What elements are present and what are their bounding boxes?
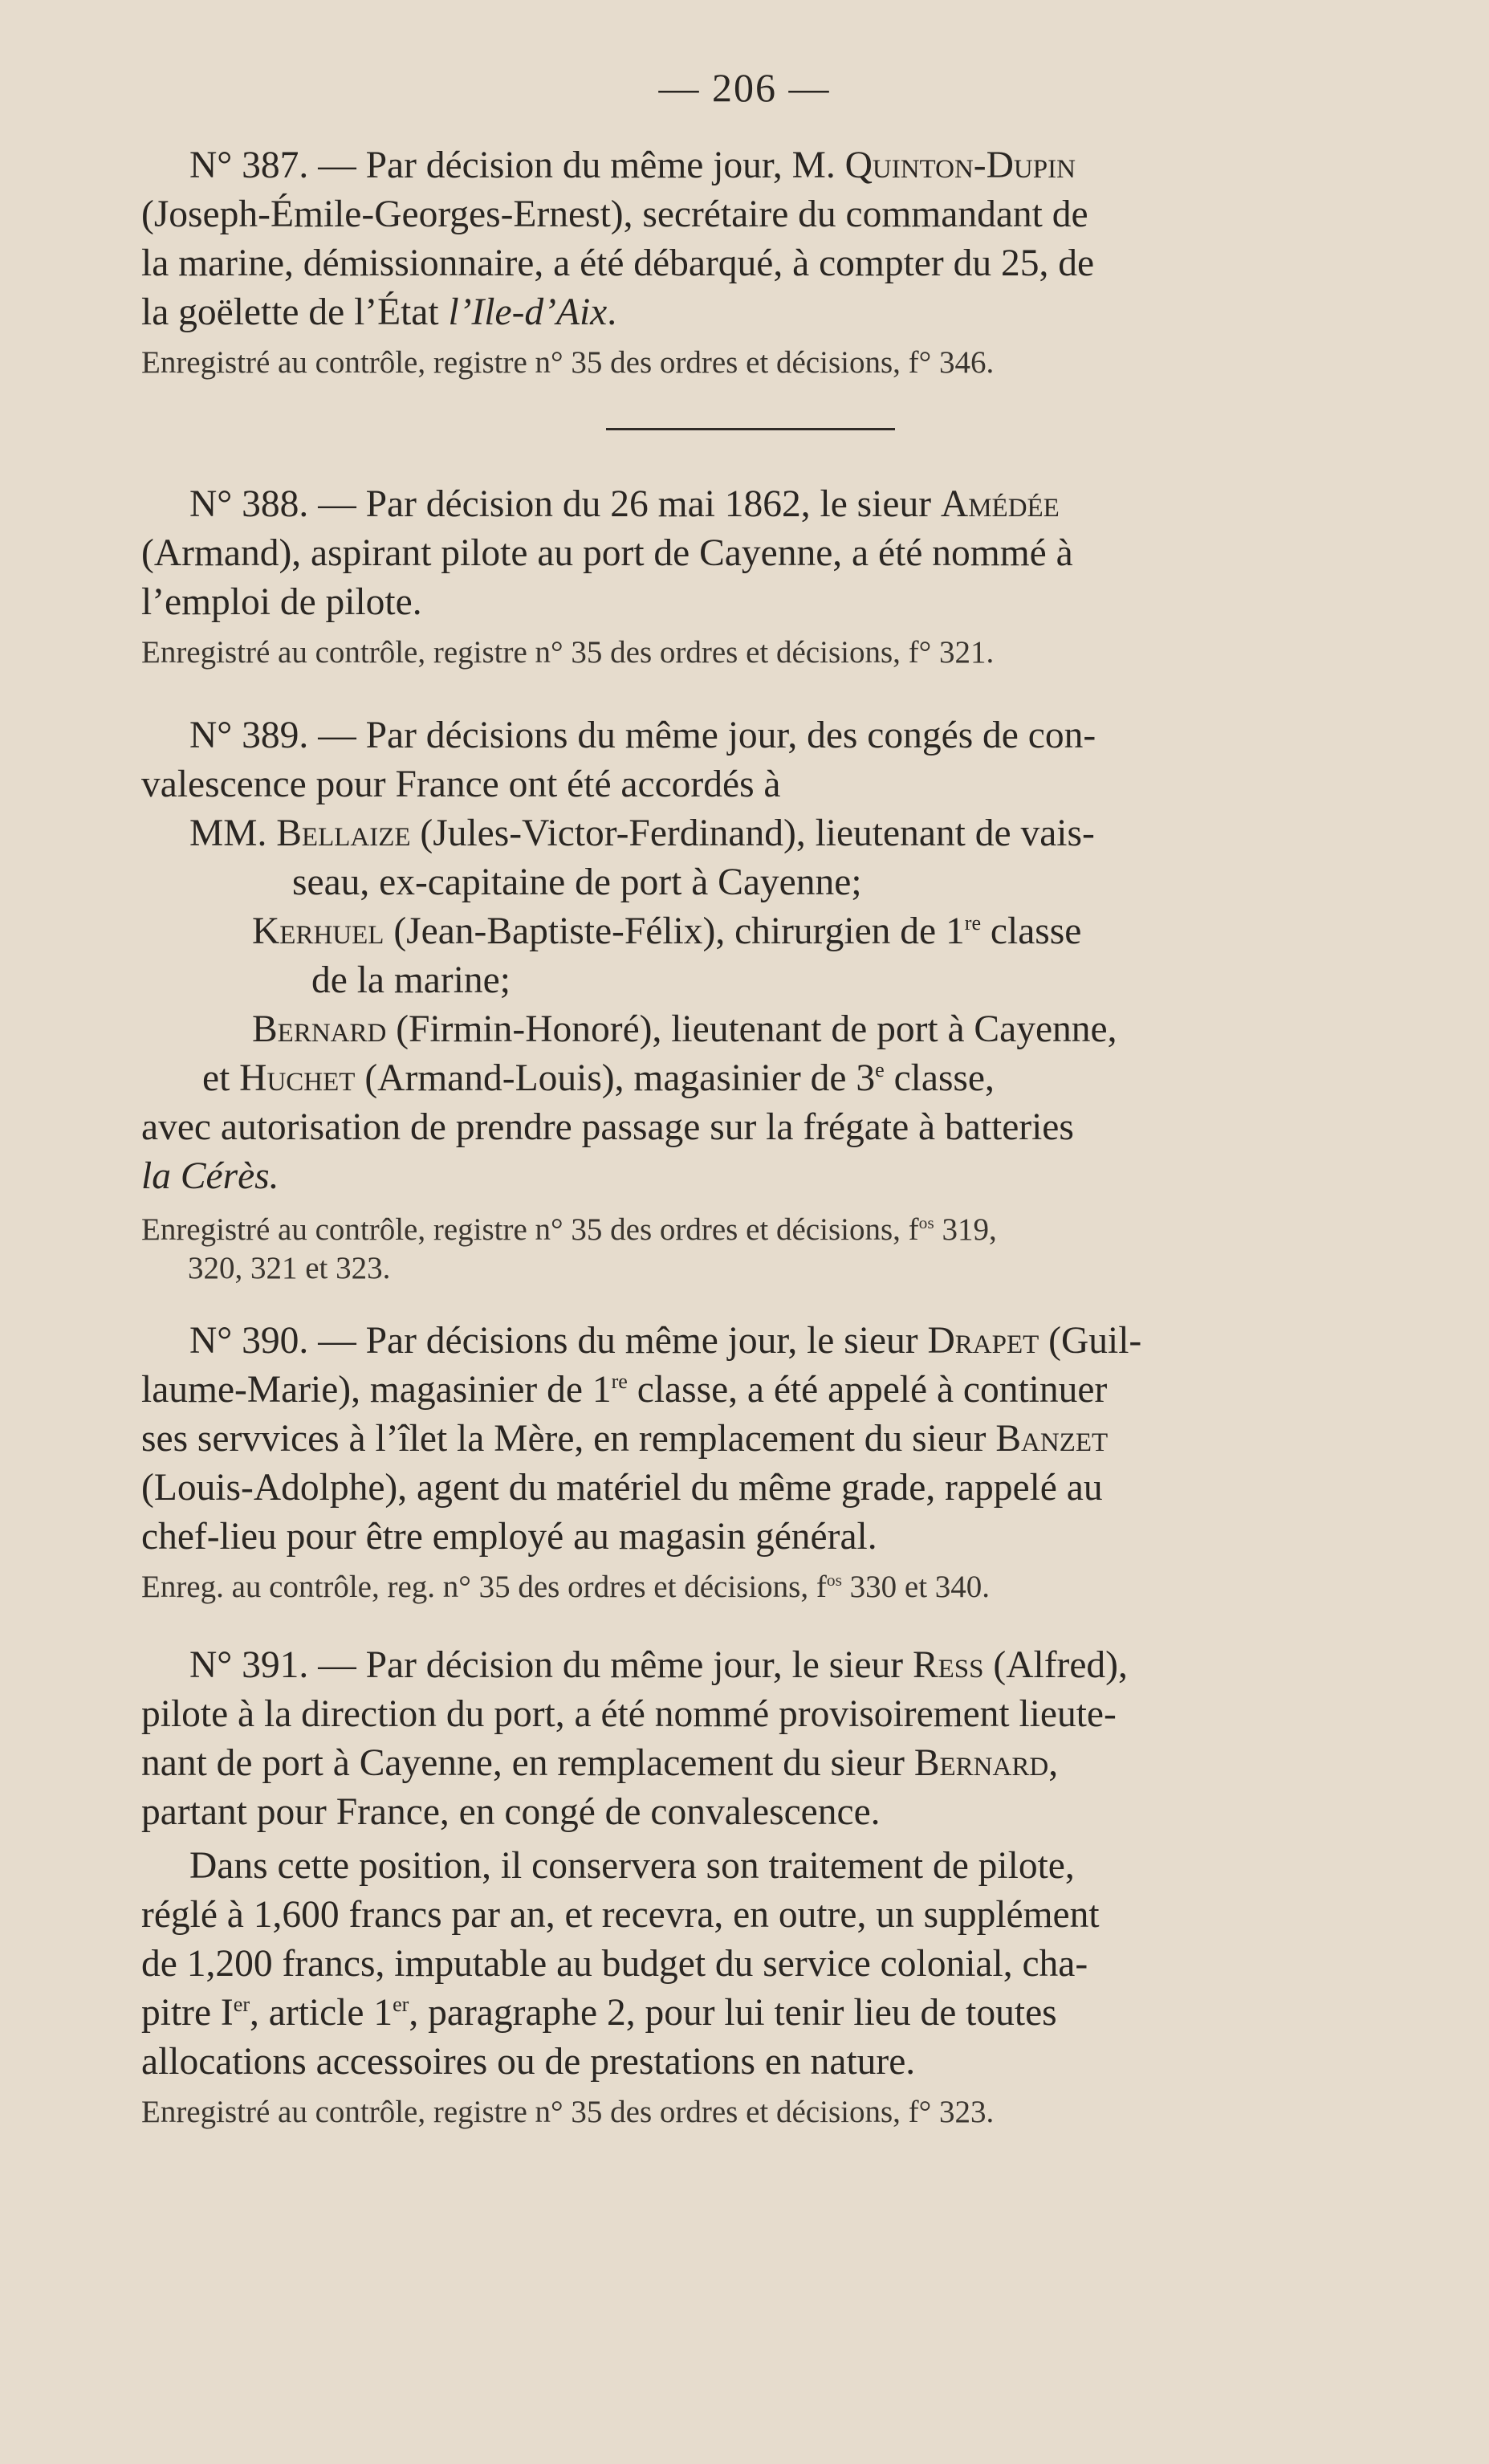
entry-388-text (141, 480, 1369, 627)
entry-text: chef-lieu pour être employé au magasin général. (141, 1516, 877, 1558)
entry-text: valescence pour France ont été accordés à (141, 764, 781, 805)
registration-text: 320, 321 et 323. (188, 1251, 391, 1285)
person-name: Bellaize (276, 813, 411, 854)
entry-number: N° 389. (189, 715, 309, 756)
person-name: Banzet (995, 1418, 1109, 1460)
person-name: Amédée (940, 483, 1060, 525)
entry-387-text (141, 141, 1369, 337)
entry-391 (141, 1641, 1369, 2132)
entry-text: classe (981, 910, 1082, 952)
entry-text: pilote à la direction du port, a été nommé provisoirement lieute- (141, 1693, 1117, 1735)
registration-note: Enregistré au contrôle, registre n° 35 des ordres et décisions, f° 323. (141, 2095, 995, 2129)
entry-number: N° 388. (189, 483, 309, 525)
honorific: MM. (189, 813, 267, 854)
person-name: Ress (912, 1644, 984, 1686)
entry-text: avec autorisation de prendre passage sur la frégate à batteries (141, 1106, 1074, 1148)
entry-text: réglé à 1,600 francs par an, et recevra, en outre, un supplément (141, 1894, 1100, 1936)
entry-text: et (202, 1057, 230, 1099)
person-name: Drapet (927, 1320, 1039, 1362)
entry-text: (Jules-Victor-Ferdinand), lieutenant de vais- (420, 813, 1095, 854)
entry-text: (Armand-Louis), magasinier de 3 (364, 1057, 876, 1099)
entry-389-text (141, 711, 1369, 809)
punctuation: . (607, 291, 617, 333)
ship-name: la Cérès. (141, 1155, 279, 1197)
registration-text: 319, (934, 1212, 997, 1247)
entry-number: N° 390. (189, 1320, 309, 1362)
superscript: re (611, 1370, 628, 1394)
superscript: re (964, 911, 982, 935)
entry-text: — Par décisions du même jour, des congés de con- (318, 715, 1096, 756)
entry-text: classe, (884, 1057, 995, 1099)
registration-text: Enregistré au contrôle, registre n° 35 des ordres et décisions, f (141, 1212, 919, 1247)
person-name: Quinton-Dupin (844, 145, 1076, 186)
entry-text: ses servvices à l’îlet la Mère, en remplacement du sieur (141, 1418, 987, 1460)
entry-389 (141, 711, 1369, 1288)
entry-388 (141, 480, 1369, 672)
entry-391-paragraph-2 (141, 1842, 1369, 2087)
list-item (141, 1005, 1369, 1054)
entry-text: (Alfred), (993, 1644, 1128, 1686)
list-item (141, 907, 1369, 1005)
registration-note (141, 1211, 1369, 1288)
entry-text: Dans cette position, il conservera son traitement de pilote, (189, 1845, 1075, 1887)
superscript: er (233, 1993, 250, 2017)
punctuation: , (1048, 1742, 1059, 1784)
person-name: Bernard (913, 1742, 1049, 1784)
superscript: os (826, 1570, 842, 1590)
entry-text: partant pour France, en congé de convalescence. (141, 1791, 881, 1833)
list-item (141, 1054, 1369, 1103)
entry-number: N° 391. (189, 1644, 309, 1686)
entry-text: la goëlette de l’État (141, 291, 449, 333)
entry-text: , paragraphe 2, pour lui tenir lieu de toutes (409, 1992, 1057, 2034)
person-name: Kerhuel (252, 910, 384, 952)
entry-390-text (141, 1317, 1369, 1562)
entry-text: nant de port à Cayenne, en remplacement du sieur (141, 1742, 905, 1784)
entry-text: (Guil- (1048, 1320, 1142, 1362)
entry-text: — Par décision du même jour, le sieur (318, 1644, 904, 1686)
entry-text (141, 1103, 1369, 1201)
entry-text: seau, ex-capitaine de port à Cayenne; (292, 861, 862, 903)
entry-text: la marine, démissionnaire, a été débarqué, à compter du 25, de (141, 242, 1095, 284)
entry-text: — Par décision du même jour, M. (318, 145, 836, 186)
registration-note: Enregistré au contrôle, registre n° 35 des ordres et décisions, f° 321. (141, 635, 995, 670)
entry-text: l’emploi de pilote. (141, 581, 422, 623)
entry-text: (Jean-Baptiste-Félix), chirurgien de 1 (393, 910, 965, 952)
superscript: os (918, 1213, 934, 1232)
registration-note: Enregistré au contrôle, registre n° 35 des ordres et décisions, f° 346. (141, 345, 995, 380)
entry-text: allocations accessoires ou de prestations en nature. (141, 2041, 916, 2083)
person-name: Huchet (239, 1057, 356, 1099)
entry-390 (141, 1317, 1369, 1607)
superscript: e (875, 1058, 885, 1082)
superscript: er (393, 1993, 409, 2017)
entry-text: (Joseph-Émile-Georges-Ernest), secrétaire du commandant de (141, 193, 1088, 235)
entry-text: pitre I (141, 1992, 234, 2034)
entry-text: de la marine; (311, 959, 511, 1001)
entry-text: classe, a été appelé à continuer (627, 1369, 1108, 1411)
entry-text: — Par décision du 26 mai 1862, le sieur (318, 483, 932, 525)
entry-text: laume-Marie), magasinier de 1 (141, 1369, 612, 1411)
entry-text: — Par décisions du même jour, le sieur (318, 1320, 918, 1362)
person-name: Bernard (252, 1008, 387, 1050)
page-number: — 206 — (658, 65, 831, 110)
registration-note (141, 1568, 1369, 1607)
registration-text: 330 et 340. (841, 1570, 991, 1604)
entry-text: (Armand), aspirant pilote au port de Cayenne, a été nommé à (141, 532, 1073, 574)
entry-387 (141, 141, 1369, 382)
ship-name: l’Ile-d’Aix (448, 291, 608, 333)
registration-text: Enreg. au contrôle, reg. n° 35 des ordres et décisions, f (141, 1570, 827, 1604)
entry-391-text (141, 1641, 1369, 1837)
entry-text: (Louis-Adolphe), agent du matériel du même grade, rappelé au (141, 1467, 1103, 1509)
entry-text: , article 1 (250, 1992, 393, 2034)
divider-rule (606, 428, 895, 430)
entry-number: N° 387. (189, 145, 309, 186)
entry-text: (Firmin-Honoré), lieutenant de port à Cayenne, (396, 1008, 1117, 1050)
list-item (141, 809, 1369, 907)
entry-text: de 1,200 francs, imputable au budget du service colonial, cha- (141, 1943, 1088, 1985)
